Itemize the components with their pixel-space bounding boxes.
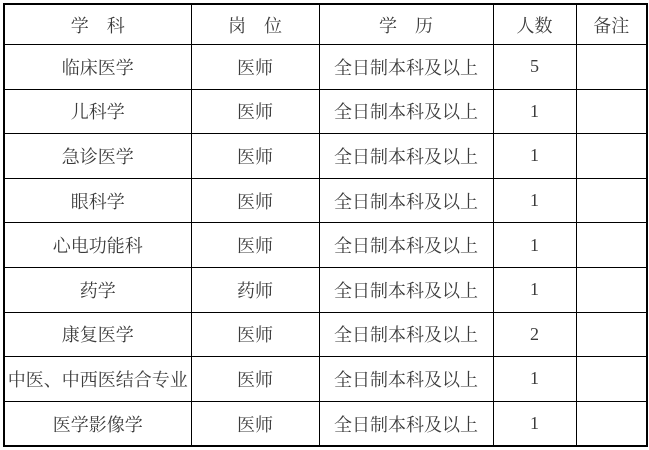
cell-position: 药师 xyxy=(191,267,319,312)
table-row xyxy=(4,89,647,134)
cell-remark xyxy=(576,223,647,268)
cell-count: 1 xyxy=(493,223,576,268)
cell-education: 全日制本科及以上 xyxy=(319,134,493,179)
cell-education: 全日制本科及以上 xyxy=(319,401,493,446)
cell-position: 医师 xyxy=(191,134,319,179)
cell-education: 全日制本科及以上 xyxy=(319,312,493,357)
cell-count: 1 xyxy=(493,178,576,223)
cell-remark xyxy=(576,312,647,357)
cell-remark xyxy=(576,89,647,134)
table-row xyxy=(4,178,647,223)
cell-subject: 中医、中西医结合专业 xyxy=(4,357,191,402)
cell-education: 全日制本科及以上 xyxy=(319,89,493,134)
cell-subject: 儿科学 xyxy=(4,89,191,134)
cell-count: 5 xyxy=(493,45,576,90)
cell-education: 全日制本科及以上 xyxy=(319,223,493,268)
table-row xyxy=(4,45,647,90)
cell-count: 2 xyxy=(493,312,576,357)
cell-subject: 药学 xyxy=(4,267,191,312)
cell-remark xyxy=(576,401,647,446)
header-cell-position: 岗 位 xyxy=(191,4,319,45)
cell-position: 医师 xyxy=(191,178,319,223)
cell-position: 医师 xyxy=(191,357,319,402)
cell-count: 1 xyxy=(493,134,576,179)
cell-subject: 急诊医学 xyxy=(4,134,191,179)
cell-education: 全日制本科及以上 xyxy=(319,45,493,90)
cell-remark xyxy=(576,45,647,90)
cell-position: 医师 xyxy=(191,45,319,90)
cell-count: 1 xyxy=(493,357,576,402)
cell-subject: 眼科学 xyxy=(4,178,191,223)
cell-remark xyxy=(576,134,647,179)
header-row xyxy=(4,4,647,45)
header-cell-subject: 学 科 xyxy=(4,4,191,45)
table-row xyxy=(4,134,647,179)
cell-remark xyxy=(576,267,647,312)
cell-education: 全日制本科及以上 xyxy=(319,267,493,312)
cell-remark xyxy=(576,178,647,223)
table-row xyxy=(4,357,647,402)
cell-count: 1 xyxy=(493,267,576,312)
cell-education: 全日制本科及以上 xyxy=(319,178,493,223)
cell-count: 1 xyxy=(493,401,576,446)
cell-remark xyxy=(576,357,647,402)
cell-subject: 临床医学 xyxy=(4,45,191,90)
header-cell-count: 人数 xyxy=(493,4,576,45)
header-cell-education: 学 历 xyxy=(319,4,493,45)
table-row xyxy=(4,401,647,446)
header-cell-remark: 备注 xyxy=(576,4,647,45)
table-row xyxy=(4,223,647,268)
table-row xyxy=(4,267,647,312)
cell-position: 医师 xyxy=(191,312,319,357)
cell-subject: 康复医学 xyxy=(4,312,191,357)
cell-position: 医师 xyxy=(191,223,319,268)
cell-count: 1 xyxy=(493,89,576,134)
cell-subject: 心电功能科 xyxy=(4,223,191,268)
cell-subject: 医学影像学 xyxy=(4,401,191,446)
cell-position: 医师 xyxy=(191,401,319,446)
cell-education: 全日制本科及以上 xyxy=(319,357,493,402)
cell-position: 医师 xyxy=(191,89,319,134)
table-row xyxy=(4,312,647,357)
recruitment-table xyxy=(3,3,648,447)
